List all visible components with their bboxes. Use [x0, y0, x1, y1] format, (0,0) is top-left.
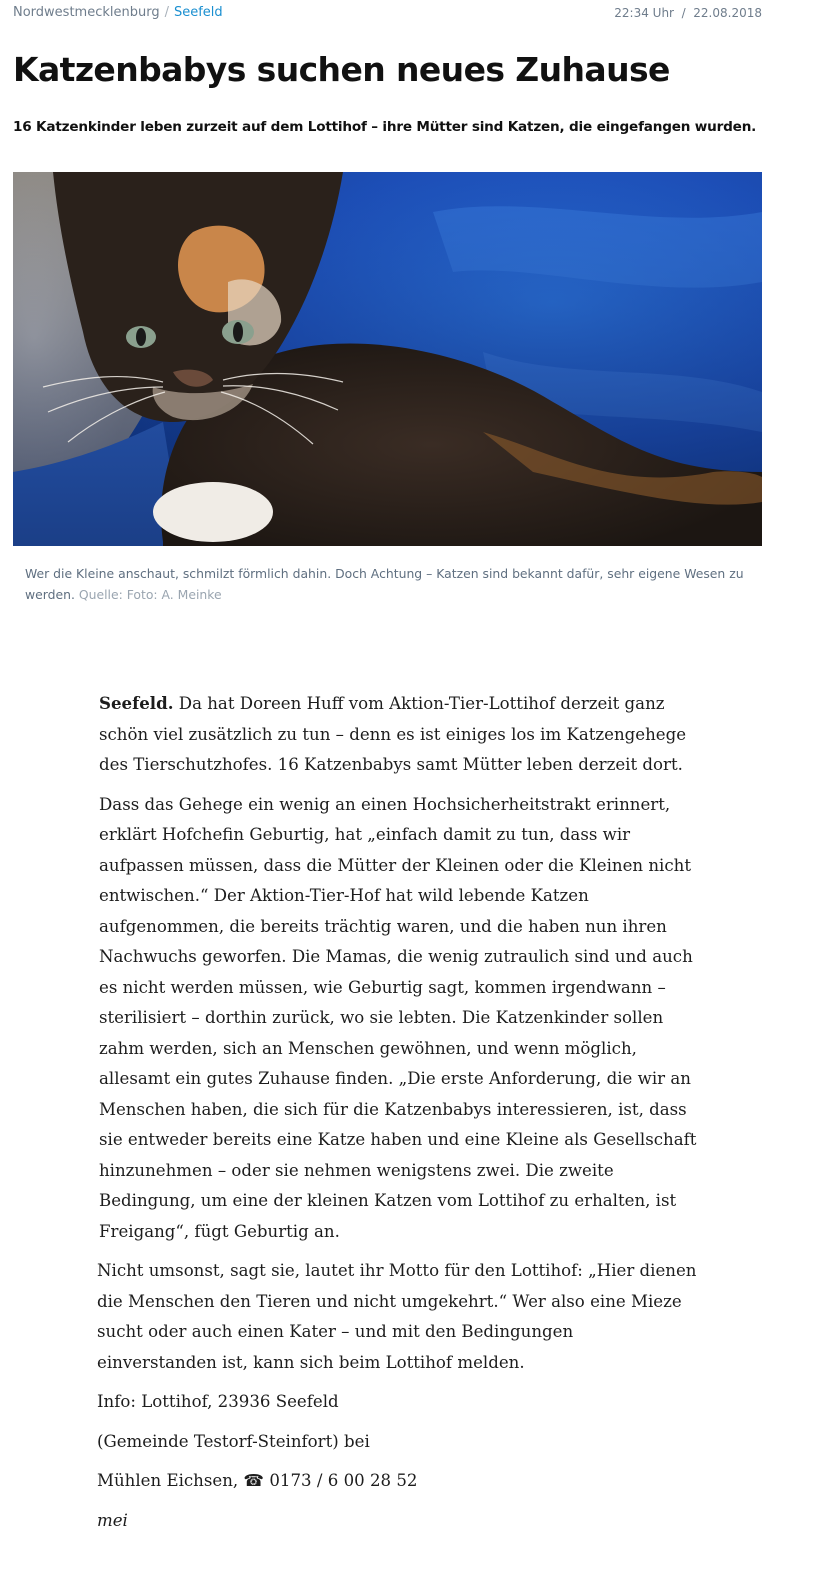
article-paragraph: Dass das Gehege ein wenig an einen Hochsicherheitstrakt erinnert, erklärt Hofchefin Geburtig, hat „einfach damit zu tun, dass wir aufpassen müssen, dass die Mütter der Kleinen oder die Kleinen nicht entwischen.“ Der Aktion-Tier-Hof hat wild lebende Katzen aufgenommen, die bereits trächtig waren, und die haben nun ihren Nachwuchs geworfen. Die Mamas, die wenig zutraulich sind und auch es nicht werden müssen, wie Geburtig sagt, kommen irgendwann – sterilisiert – dorthin zurück, wo sie lebten. Die Katzenkinder sollen zahm werden, sich an Menschen gewöhnen, und wenn möglich, allesamt ein gutes Zuhause finden. „Die erste Anforderung, die wir an Menschen haben, die sich für die Katzenbabys interessieren, ist, dass sie entweder bereits eine Katze haben und eine Kleine als Gesellschaft hinzunehmen – oder sie nehmen wenigstens zwei. Die zweite Bedingung, um eine der kleinen Katzen vom Lottihof zu erhalten, ist Freigang“, fügt Geburtig an.	[99, 794, 697, 1241]
article-teaser: 16 Katzenkinder leben zurzeit auf dem Lottihof – ihre Mütter sind Katzen, die eingefangen wurden.	[13, 119, 757, 135]
breadcrumb-link-region[interactable]: Nordwestmecklenburg	[13, 5, 160, 20]
info-address: Info: Lottihof, 23936 Seefeld	[97, 1392, 339, 1411]
breadcrumb-separator: /	[164, 5, 169, 20]
article-title: Katzenbabys suchen neues Zuhause	[13, 50, 670, 89]
dateline: Seefeld.	[99, 693, 174, 713]
image-caption	[25, 563, 755, 605]
info-phone: Mühlen Eichsen, ☎ 0173 / 6 00 28 52	[97, 1471, 418, 1490]
info-municipality: (Gemeinde Testorf-Steinfort) bei	[97, 1431, 370, 1451]
breadcrumb-link-place[interactable]: Seefeld	[173, 5, 223, 20]
article-image[interactable]	[13, 172, 762, 546]
publish-timestamp: 22:34 Uhr / 22.08.2018	[614, 6, 762, 20]
author-initials: mei	[97, 1510, 128, 1530]
article-paragraph: Nicht umsonst, sagt sie, lautet ihr Motto für den Lottihof: „Hier dienen die Menschen den Tieren und nicht umgekehrt.“ Wer also eine Mieze sucht oder auch einen Kater – und mit den Bedingungen einverstanden ist, kann sich beim Lottihof melden.	[97, 1261, 697, 1372]
image-caption-text: Wer die Kleine anschaut, schmilzt förmlich dahin. Doch Achtung – Katzen sind bekannt dafür, sehr eigene Wesen zu werden.	[25, 566, 744, 602]
kitten-photo	[13, 172, 762, 546]
article-meta	[13, 5, 762, 23]
breadcrumb	[13, 5, 223, 20]
article-body	[97, 688, 697, 1536]
paragraph-1-text: Da hat Doreen Huff vom Aktion-Tier-Lottihof derzeit ganz schön viel zusätzlich zu tun – denn es ist einiges los im Katzengehege des Tierschutzhofes. 16 Katzenbabys samt Mütter leben derzeit dort.	[99, 694, 687, 774]
article-paragraph	[97, 688, 697, 781]
image-credit: Quelle: Foto: A. Meinke	[78, 587, 222, 602]
